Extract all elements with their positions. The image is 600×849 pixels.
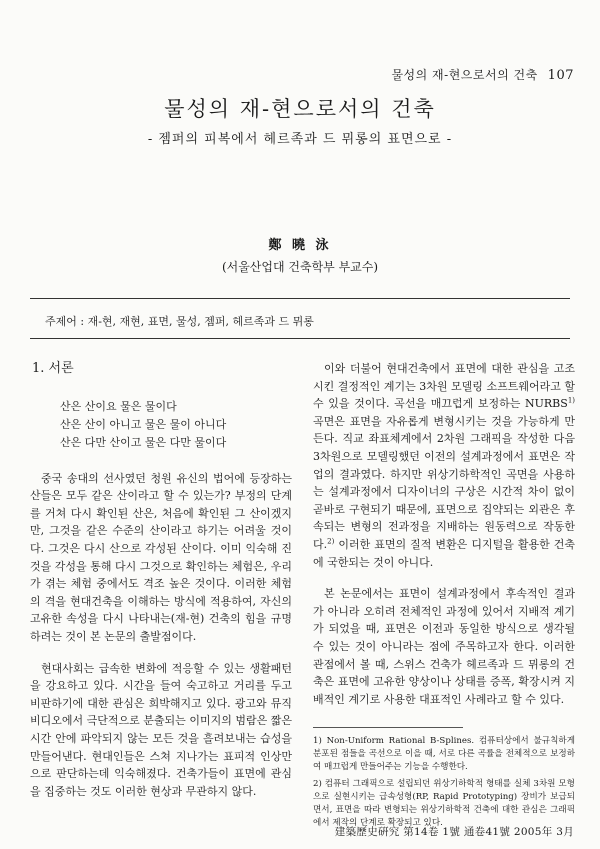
paper-subtitle: - 젬퍼의 피복에서 헤르족과 드 뮈롱의 표면으로 - [147,132,453,147]
keywords-bottom-rule [30,338,570,339]
footnote-rule [313,727,463,728]
paragraph-text: 본 논문에서는 표면이 설계과정에서 후속적인 결과가 아니라 오히려 전체적인 과정에 있어서 지배적 계기가 되었을 때, 표면은 이전과 동일한 방식으로 생각될 수 있는 것이 아니라는 점에 주목하고자 한다. 이러한 관점에서 볼 때, 스위스 건축가 헤르족과 드 뮈롱의 건축은 표면에 고유한 양상이나 상태를 증폭, 확장시켜 지배적인 계기로 사용한 대표적인 사례라고 할 수 있다. [313,587,575,706]
body-paragraph [313,360,575,571]
paragraph-text: 곡면은 표면을 자유롭게 변형시키는 것을 가능하게 만든다. 직교 좌표체계에서 2차원 그래픽을 작성한 다음 3차원으로 모델링했던 이전의 설계과정에서 표면은 작업의 결과였다. 하지만 위상기하학적인 곡면을 사용하는 설계과정에서 디자이너의 구상은 시간적 차이 없이 곧바로 구현되기 때문에, 표면으로 집약되는 외관은 후속되는 변형의 전과정을 지배하는 원동력으로 작동한다. [313,414,575,551]
footnote: 2) 컴퓨터 그래픽으로 설립되던 위상기하학적 형태를 실체 3차원 모형으로 실현시키는 급속성형(RP, Rapid Prototyping) 장비가 보급되면서, 표면을 따라 변형되는 위상기하학적 건축에 대한 관심은 그래픽에서 제작의 단계로 확장되고 있다. [313,778,575,829]
body-paragraph: 현대사회는 급속한 변화에 적응할 수 있는 생활패턴을 강요하고 있다. 시간을 들여 숙고하고 거리를 두고 비판하기에 대한 관심은 희박해지고 있다. 광고와 뮤직 비디오에서 극단적으로 분출되는 이미지의 범람은 짧은 시간 안에 파악되지 않는 모든 것을 흘려보내는 습성을 만들어낸다. 현대인들은 스쳐 지나가는 표피적 인상만으로 판단하는데 익숙해졌다. 건축가들이 표면에 관심을 집중하는 것도 이러한 현상과 무관하지 않다. [30,661,292,798]
poem-line: 산은 다만 산이고 물은 다만 물이다 [60,435,227,449]
paragraph-text: 이러한 표면의 질적 변환은 디지털을 활용한 건축에 국한되는 것이 아니다. [313,537,575,569]
running-head-title: 물성의 재-현으로서의 건축 [391,68,538,82]
poem-line: 산은 산이요 물은 물이다 [60,399,177,413]
right-column [313,360,575,722]
body-paragraph [313,585,575,708]
poem-line: 산은 산이 아니고 물은 물이 아니다 [60,417,227,431]
body-paragraph: 중국 송대의 선사였던 청원 유신의 법어에 등장하는 산들은 모두 같은 산이라고 할 수 있는가? 부정의 단계를 거쳐 다시 확인된 산은, 처음에 확인된 그 산이겠지만, 그것을 같은 수준의 산이라고 하기는 어려울 것이다. 그것은 다시 산으로 각성된 산이다. 이미 익숙해 진 것을 각성을 통해 다시 그것으로 확인하는 체험은, 우리가 겪는 체험 중에서도 격조 높은 것이다. 이러한 체험의 격을 현대건축을 이해하는 방식에 적용하여, 자신의 고유한 속성을 다시 나타내는(재-현) 건축의 힘을 규명하려는 것이 본 논문의 출발점이다. [30,471,292,643]
footnotes [313,735,575,833]
author-name: 鄭 曉 泳 [268,238,332,253]
paper-title: 물성의 재-현으로서의 건축 [164,97,436,121]
keywords-top-rule [30,298,570,299]
footnote: 1) Non-Uniform Rational B-Splines. 컴퓨터상에서 불규칙하게 분포된 점들을 곡선으로 이을 때, 서로 다른 곡률을 전체적으로 보정하여 매끄럽게 만들어주는 기능을 수행한다. [313,736,575,773]
journal-footer: 建築歷史硏究 第14卷 1號 通卷41號 2005年 3月 [334,826,574,838]
poem [60,398,292,452]
paragraph-text: 이와 더불어 현대건축에서 표면에 대한 관심을 고조시킨 결정적인 계기는 3차원 모델링 소프트웨어라고 할 수 있을 것이다. 곡선을 매끄럽게 보정하는 NURBS [313,362,575,411]
running-head [391,66,574,83]
section-heading: 1. 서론 [32,361,74,376]
page-number: 107 [547,68,574,83]
keywords: 주제어 : 재-현, 재현, 표면, 물성, 젬퍼, 헤르족과 드 뮈롱 [45,315,314,328]
author-affiliation: (서울산업대 건축학부 부교수) [221,260,379,274]
footnote-ref: 1) [567,396,575,405]
left-column [30,360,292,814]
footnote-ref: 2) [327,537,335,546]
